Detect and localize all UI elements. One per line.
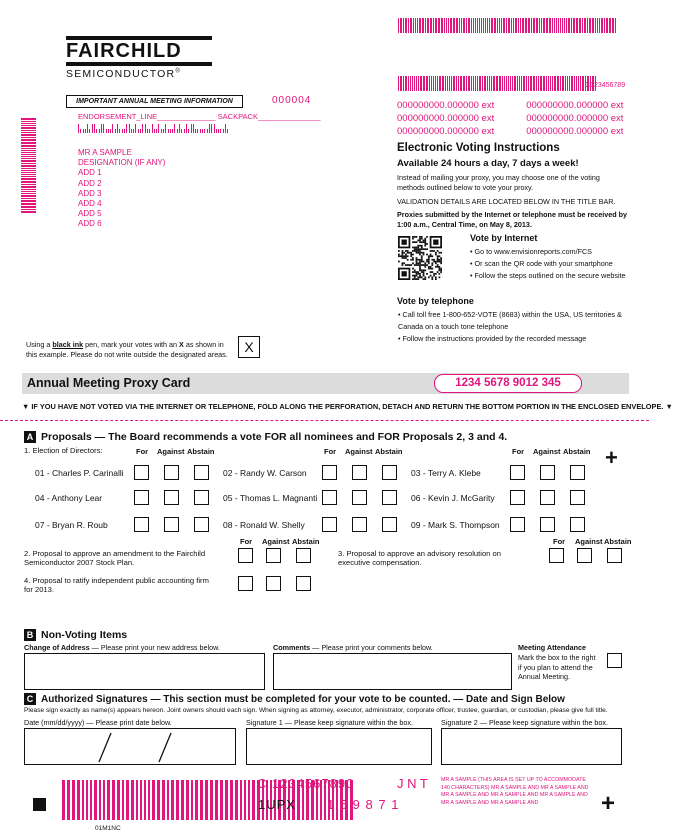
attendance-text: Mark the box to the right if you plan to attend the Annual Meeting. (518, 653, 596, 681)
footer-plus: + (601, 790, 616, 817)
fold-instruction: ▼ IF YOU HAVE NOT VOTED VIA THE INTERNET OR TELEPHONE, FOLD ALONG THE PERFORATION, DETACH AND RETURN THE BOTTOM PORTION IN THE ENCLOSED ENVELOPE. ▼ (22, 402, 673, 411)
section-c-header: C Authorized Signatures — This section must be completed for your vote to be counted. — Date and Sign Below (24, 693, 565, 705)
address-line: ADD 2 (78, 178, 102, 188)
vote-abstain-checkbox[interactable] (382, 465, 397, 480)
ext-value: 000000000.000000 ext (397, 113, 495, 124)
vote-against-checkbox[interactable] (164, 465, 179, 480)
column-header: For (553, 537, 566, 546)
sign-instructions: Please sign exactly as name(s) appears hereon. Joint owners should each sign. When signing as attorney, executor, administrator, corporate officer, trustee, guardian, or custodian, please give full title. (24, 707, 608, 714)
vote-for-checkbox[interactable] (322, 490, 337, 505)
vote-for-checkbox[interactable] (510, 490, 525, 505)
attendance-title: Meeting Attendance (518, 643, 587, 652)
ext-value: 000000000.000000 ext (397, 126, 495, 137)
side-barcode (21, 118, 36, 233)
attendance-checkbox[interactable] (607, 653, 622, 668)
vote-for-checkbox[interactable] (238, 548, 253, 563)
column-header: Abstain (292, 537, 320, 546)
column-header: For (512, 447, 525, 456)
footer-square (33, 798, 46, 811)
vote-against-checkbox[interactable] (164, 517, 179, 532)
nominee-label: 08 - Ronald W. Shelly (223, 520, 305, 530)
ext-value: 000000000.000000 ext (526, 100, 624, 111)
nominee-label: 01 - Charles P. Carinalli (35, 468, 124, 478)
address-line: ADD 1 (78, 168, 102, 178)
vote-for-checkbox[interactable] (134, 490, 149, 505)
address-label: Change of Address — Please print your new address below. (24, 643, 220, 652)
column-header: Against (533, 447, 561, 456)
vote-against-checkbox[interactable] (352, 517, 367, 532)
nominee-label: 07 - Bryan R. Roub (35, 520, 108, 530)
vote-abstain-checkbox[interactable] (194, 490, 209, 505)
comments-box[interactable] (273, 653, 512, 690)
internet-step-3: • Follow the steps outlined on the secure website (470, 271, 626, 280)
phone-title: Vote by telephone (397, 296, 474, 306)
vote-against-checkbox[interactable] (540, 490, 555, 505)
ink-instructions: Using a black ink pen, mark your votes with an X as shown in this example. Please do not write outside the designated areas. (26, 340, 228, 359)
vote-for-checkbox[interactable] (510, 465, 525, 480)
logo-sub: SEMICONDUCTOR (66, 68, 176, 80)
internet-step-2: • Or scan the QR code with your smartphone (470, 259, 613, 268)
address-line: ADD 5 (78, 209, 102, 219)
column-header: Abstain (563, 447, 591, 456)
nominee-label: 09 - Mark S. Thompson (411, 520, 500, 530)
vote-abstain-checkbox[interactable] (296, 576, 311, 591)
column-header: Against (575, 537, 603, 546)
signature-2-box[interactable] (441, 728, 622, 765)
card-title: Annual Meeting Proxy Card (27, 376, 191, 390)
nominee-label: 02 - Randy W. Carson (223, 468, 307, 478)
logo-name: FAIRCHILD (66, 40, 182, 62)
vote-against-checkbox[interactable] (352, 465, 367, 480)
nominee-label: 04 - Anthony Lear (35, 493, 103, 503)
vote-abstain-checkbox[interactable] (570, 490, 585, 505)
vote-for-checkbox[interactable] (238, 576, 253, 591)
footer-jnt: J N T (397, 776, 428, 791)
section-a-header: A Proposals — The Board recommends a vote FOR all nominees and FOR Proposals 2, 3 and 4. (24, 431, 507, 443)
footer-num: 1 5 9 8 7 1 (327, 797, 400, 812)
evoting-title: Electronic Voting Instructions (397, 142, 560, 154)
column-header: For (240, 537, 253, 546)
address-line: ADD 3 (78, 188, 102, 198)
endorsement-line: ENDORSEMENT_LINE______________ SACKPACK_______________ (78, 112, 321, 121)
column-header: Abstain (604, 537, 632, 546)
address-box[interactable] (24, 653, 265, 690)
tracking-barcode (398, 76, 597, 91)
vote-against-checkbox[interactable] (352, 490, 367, 505)
column-header: Abstain (375, 447, 403, 456)
footer-sample: MR A SAMPLE (THIS AREA IS SET UP TO ACCOMMODATE 140 CHARACTERS) MR A SAMPLE AND MR A SAMPLE AND MR A SAMPLE AND MR A SAMPLE AND MR A SAMPLE AND MR A SAMPLE AND MR A SAMPLE AND (441, 777, 589, 806)
important-box: IMPORTANT ANNUAL MEETING INFORMATION (66, 95, 243, 108)
column-header: Abstain (187, 447, 215, 456)
vote-against-checkbox[interactable] (266, 576, 281, 591)
top-barcode (398, 18, 617, 33)
vote-abstain-checkbox[interactable] (382, 517, 397, 532)
column-header: Against (157, 447, 185, 456)
nominee-label: 06 - Kevin J. McGarity (411, 493, 495, 503)
vote-for-checkbox[interactable] (549, 548, 564, 563)
address-line: MR A SAMPLE (78, 148, 132, 157)
address-line: ADD 4 (78, 199, 102, 209)
vote-against-checkbox[interactable] (540, 517, 555, 532)
ext-value: 000000000.000000 ext (526, 126, 624, 137)
vote-for-checkbox[interactable] (134, 517, 149, 532)
evoting-validation: VALIDATION DETAILS ARE LOCATED BELOW IN THE TITLE BAR. (397, 197, 616, 206)
signature-1-label: Signature 1 — Please keep signature within the box. (246, 718, 414, 727)
vote-against-checkbox[interactable] (540, 465, 555, 480)
vote-for-checkbox[interactable] (134, 465, 149, 480)
comments-label: Comments — Please print your comments below. (273, 643, 433, 652)
date-slashes (25, 729, 237, 766)
phone-list (398, 309, 628, 345)
proposal-2: 2. Proposal to approve an amendment to the Fairchild Semiconductor 2007 Stock Plan. (24, 549, 206, 567)
perforation (0, 420, 649, 421)
vote-abstain-checkbox[interactable] (570, 465, 585, 480)
proposal-3: 3. Proposal to approve an advisory resolution on executive compensation. (338, 549, 501, 567)
validation-number: 1234 5678 9012 345 (434, 374, 582, 393)
vote-against-checkbox[interactable] (164, 490, 179, 505)
vote-against-checkbox[interactable] (266, 548, 281, 563)
internet-list (470, 246, 626, 282)
vote-for-checkbox[interactable] (510, 517, 525, 532)
vote-abstain-checkbox[interactable] (382, 490, 397, 505)
sequence-code: 000004 (272, 95, 312, 106)
column-header: Against (262, 537, 290, 546)
vote-abstain-checkbox[interactable] (607, 548, 622, 563)
date-label: Date (mm/dd/yyyy) — Please print date below. (24, 718, 172, 727)
qr-code-icon[interactable] (398, 236, 442, 280)
vote-for-checkbox[interactable] (322, 517, 337, 532)
control-id: C123456789 (585, 82, 626, 89)
footer-upx: 1UPX (258, 797, 296, 812)
ink-black: black ink (52, 340, 84, 349)
ext-grid (397, 99, 623, 138)
date-box[interactable] (24, 728, 236, 765)
nominee-label: 03 - Terry A. Klebe (411, 468, 481, 478)
evoting-instead: Instead of mailing your proxy, you may choose one of the voting methods outlined below to vote your proxy. (397, 173, 600, 192)
vote-abstain-checkbox[interactable] (194, 517, 209, 532)
vote-for-checkbox[interactable] (322, 465, 337, 480)
footer-cid: C 1234567890 (257, 776, 355, 791)
vote-abstain-checkbox[interactable] (570, 517, 585, 532)
logo (66, 36, 212, 80)
mailing-address (78, 148, 165, 230)
phone-step-1: • Call toll free 1-800-652-VOTE (8683) within the USA, US territories & Canada on a touch tone telephone (398, 310, 622, 331)
phone-step-2: • Follow the instructions provided by the recorded message (398, 334, 587, 343)
column-header: For (136, 447, 149, 456)
section-b-header: B Non-Voting Items (24, 629, 127, 641)
vote-abstain-checkbox[interactable] (194, 465, 209, 480)
example-box: X (238, 336, 260, 358)
signature-1-box[interactable] (246, 728, 432, 765)
signature-2-label: Signature 2 — Please keep signature within the box. (441, 718, 609, 727)
address-line: ADD 6 (78, 219, 102, 229)
evoting-deadline: Proxies submitted by the Internet or telephone must be received by 1:00 a.m., Central Time, on May 8, 2013. (397, 210, 628, 229)
proposal-4: 4. Proposal to ratify independent public accounting firm for 2013. (24, 576, 209, 594)
plus-mark: + (605, 445, 618, 470)
address-line: DESIGNATION (IF ANY) (78, 158, 166, 168)
footer-code: 01M1NC (95, 825, 121, 832)
nominee-label: 05 - Thomas L. Magnanti (223, 493, 318, 503)
ext-value: 000000000.000000 ext (526, 113, 624, 124)
column-header: Against (345, 447, 373, 456)
evoting-avail: Available 24 hours a day, 7 days a week! (397, 158, 579, 169)
logo-reg: ® (175, 68, 181, 75)
ext-value: 000000000.000000 ext (397, 100, 495, 111)
column-header: For (324, 447, 337, 456)
vote-against-checkbox[interactable] (577, 548, 592, 563)
vote-abstain-checkbox[interactable] (296, 548, 311, 563)
internet-title: Vote by Internet (470, 233, 538, 243)
postnet-barcode (78, 124, 230, 133)
election-label: 1. Election of Directors: (24, 446, 103, 455)
internet-step-1: • Go to www.envisionreports.com/FCS (470, 247, 592, 256)
